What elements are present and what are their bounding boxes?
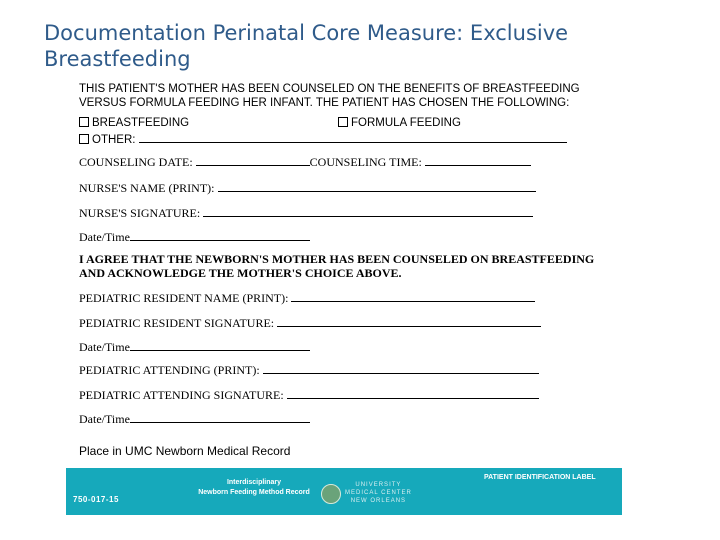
resident-name-label: PEDIATRIC RESIDENT NAME (PRINT): xyxy=(79,291,289,305)
attending-signature-row xyxy=(79,387,539,403)
intro-statement xyxy=(79,82,580,110)
date-time-row-2 xyxy=(79,339,310,355)
attending-name-row xyxy=(79,362,539,378)
agreement-line-2: AND ACKNOWLEDGE THE MOTHER'S CHOICE ABOVE. xyxy=(79,266,402,280)
nurse-signature-row xyxy=(79,205,533,221)
attending-signature-input[interactable] xyxy=(287,387,539,399)
counseling-time-input[interactable] xyxy=(425,154,531,166)
resident-signature-input[interactable] xyxy=(277,315,541,327)
option-formula-label: FORMULA FEEDING xyxy=(351,117,461,129)
date-time-input[interactable] xyxy=(130,411,310,423)
attending-name-input[interactable] xyxy=(263,362,539,374)
nurse-name-row xyxy=(79,180,536,196)
form-footer-bar xyxy=(66,468,622,515)
resident-signature-row xyxy=(79,315,541,331)
intro-line-2: VERSUS FORMULA FEEDING HER INFANT. THE PATIENT HAS CHOSEN THE FOLLOWING: xyxy=(79,97,570,109)
patient-id-label-area: PATIENT IDENTIFICATION LABEL xyxy=(484,474,596,481)
logo-line-3: NEW ORLEANS xyxy=(350,498,407,504)
counseling-date-label: COUNSELING DATE: xyxy=(79,155,193,169)
option-breastfeeding-label: BREASTFEEDING xyxy=(92,117,190,129)
date-time-input[interactable] xyxy=(130,229,310,241)
date-time-label: Date/Time xyxy=(79,230,130,244)
form-name-line-2: Newborn Feeding Method Record xyxy=(198,489,310,496)
checkbox-icon[interactable] xyxy=(79,134,89,144)
form-name-line-1: Interdisciplinary xyxy=(226,479,282,486)
agreement-statement xyxy=(79,252,594,280)
option-other-label: OTHER: xyxy=(92,134,136,146)
hospital-logo-text xyxy=(345,481,412,505)
other-input-line[interactable] xyxy=(139,131,567,143)
resident-name-input[interactable] xyxy=(291,290,535,302)
date-time-label: Date/Time xyxy=(79,412,130,426)
resident-signature-label: PEDIATRIC RESIDENT SIGNATURE: xyxy=(79,316,275,330)
nurse-name-input[interactable] xyxy=(218,180,536,192)
nurse-signature-label: NURSE'S SIGNATURE: xyxy=(79,206,201,220)
page-title: Documentation Perinatal Core Measure: Exclusive Breastfeeding xyxy=(44,21,569,71)
date-time-row-1 xyxy=(79,229,310,245)
form-code: 750-017-15 xyxy=(73,495,119,504)
counseling-date-input[interactable] xyxy=(196,154,310,166)
option-other[interactable] xyxy=(79,131,567,146)
counseling-date-row xyxy=(79,154,531,170)
attending-name-label: PEDIATRIC ATTENDING (PRINT): xyxy=(79,363,260,377)
logo-line-1: UNIVERSITY xyxy=(355,482,402,488)
date-time-label: Date/Time xyxy=(79,340,130,354)
counseling-time-label: COUNSELING TIME: xyxy=(309,155,422,169)
nurse-signature-input[interactable] xyxy=(203,205,533,217)
agreement-line-1: I AGREE THAT THE NEWBORN'S MOTHER HAS BEEN COUNSELED ON BREASTFEEDING xyxy=(79,252,595,266)
hospital-logo-icon xyxy=(321,484,341,504)
option-formula-feeding[interactable] xyxy=(338,117,461,129)
checkbox-icon[interactable] xyxy=(79,117,89,127)
placement-note: Place in UMC Newborn Medical Record xyxy=(79,444,291,458)
resident-name-row xyxy=(79,290,535,306)
form-name xyxy=(184,478,324,498)
checkbox-icon[interactable] xyxy=(338,117,348,127)
attending-signature-label: PEDIATRIC ATTENDING SIGNATURE: xyxy=(79,388,284,402)
option-breastfeeding[interactable] xyxy=(79,117,189,129)
logo-line-2: MEDICAL CENTER xyxy=(345,490,412,496)
date-time-input[interactable] xyxy=(130,339,310,351)
date-time-row-3 xyxy=(79,411,310,427)
intro-line-1: THIS PATIENT'S MOTHER HAS BEEN COUNSELED ON THE BENEFITS OF BREASTFEEDING xyxy=(79,83,580,95)
nurse-name-label: NURSE'S NAME (PRINT): xyxy=(79,181,215,195)
